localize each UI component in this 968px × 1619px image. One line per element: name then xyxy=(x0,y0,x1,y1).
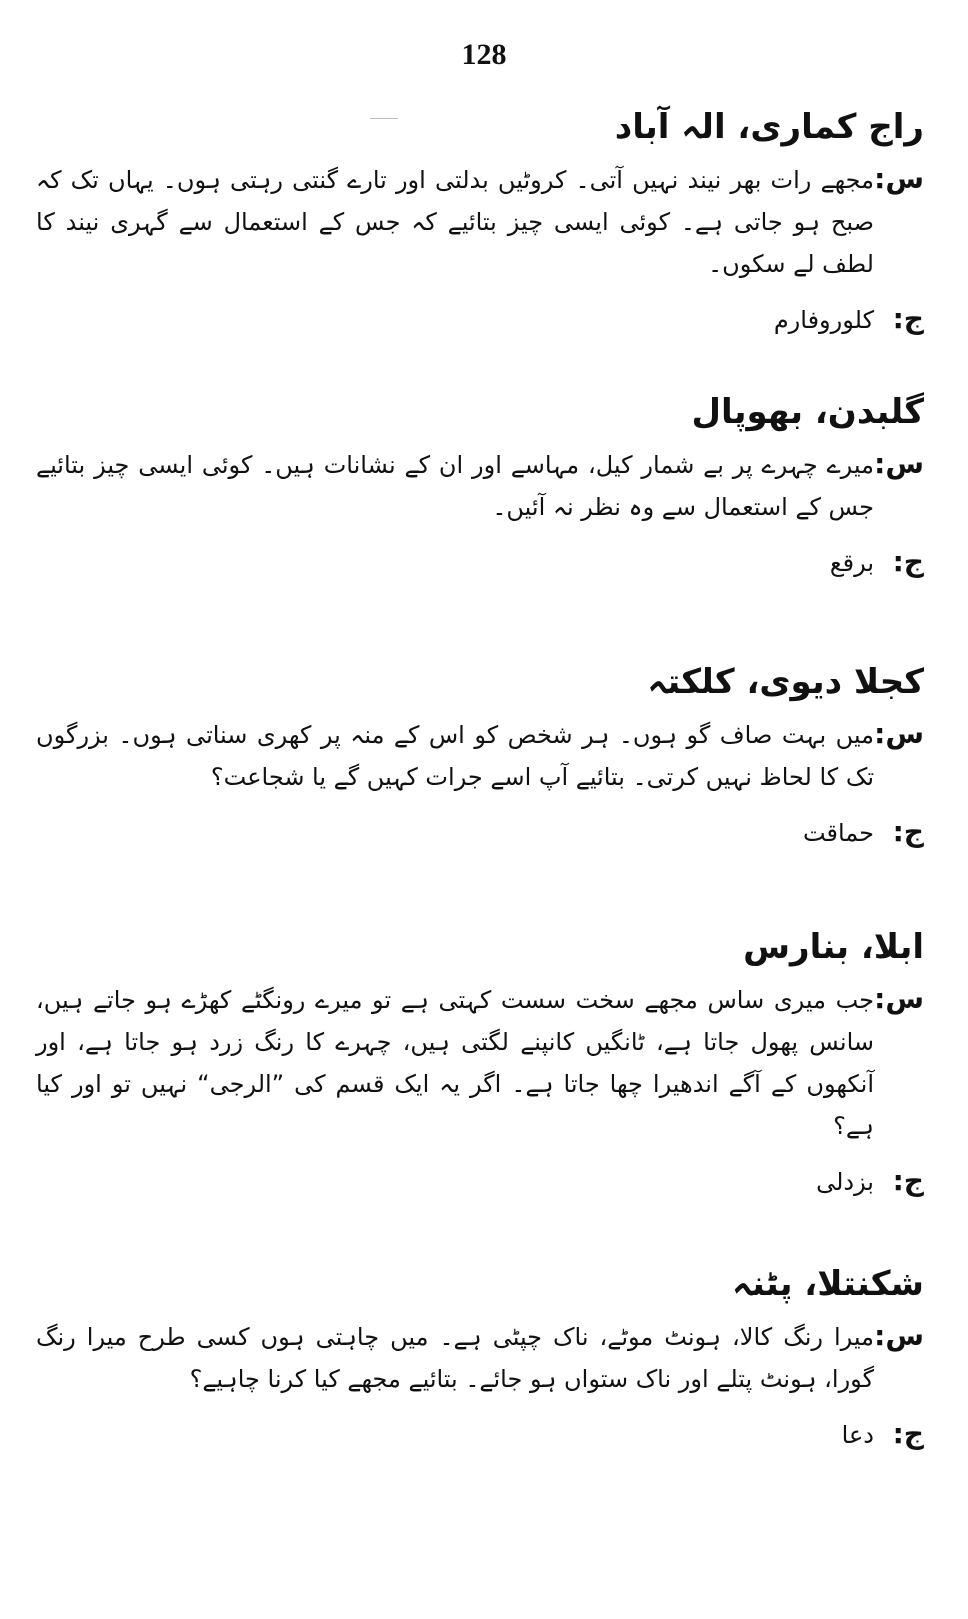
answer-row xyxy=(36,1161,924,1203)
page-number: 128 xyxy=(461,38,507,71)
entry-name: کجلا دیوی، کلکتہ xyxy=(647,662,924,702)
question-marker: س: xyxy=(874,982,924,1015)
answer-text: دعا xyxy=(841,1421,874,1449)
answer-text: بزدلی xyxy=(816,1168,874,1196)
answer-row xyxy=(36,542,924,584)
question-marker: س: xyxy=(874,1319,924,1352)
answer-text: کلوروفارم xyxy=(773,306,874,334)
entry-name: راج کماری، الہ آباد xyxy=(614,107,924,147)
entry-3 xyxy=(36,660,924,854)
question-marker: س: xyxy=(874,447,924,480)
entry-name: ابلا، بنارس xyxy=(743,927,924,967)
answer-marker: ج: xyxy=(892,815,924,848)
question-text: جب میری ساس مجھے سخت سست کہتی ہے تو میرے رونگٹے کھڑے ہو جاتے ہیں، سانس پھول جاتا ہے، ٹانگیں کانپنے لگتی ہیں، چہرے کا رنگ زرد ہو جاتا ہے، اور آنکھوں کے آگے اندھیرا چھا جاتا ہے۔ اگر یہ ایک قسم کی ”الرجی“ نہیں تو اور کیا ہے؟ xyxy=(36,986,874,1140)
question-text: میں بہت صاف گو ہوں۔ ہر شخص کو اس کے منہ پر کھری سناتی ہوں۔ بزرگوں تک کا لحاظ نہیں کرتی۔ بتائیے آپ اسے جرات کہیں گے یا شجاعت؟ xyxy=(36,721,874,791)
question-row xyxy=(36,1316,924,1400)
answer-text: برقع xyxy=(829,549,874,577)
question-row xyxy=(36,159,924,285)
question-marker: س: xyxy=(874,717,924,750)
entry-1 xyxy=(36,105,924,341)
answer-marker: ج: xyxy=(892,1164,924,1197)
answer-row xyxy=(36,299,924,341)
question-row xyxy=(36,444,924,528)
entry-name: گلبدن، بھوپال xyxy=(691,392,924,432)
question-marker: س: xyxy=(874,162,924,195)
entry-5 xyxy=(36,1262,924,1456)
answer-marker: ج: xyxy=(892,302,924,335)
answer-row xyxy=(36,812,924,854)
question-text: میرے چہرے پر بے شمار کیل، مہاسے اور ان کے نشانات ہیں۔ کوئی ایسی چیز بتائیے جس کے استعمال سے وہ نظر نہ آئیں۔ xyxy=(36,451,874,521)
answer-marker: ج: xyxy=(892,1417,924,1450)
answer-marker: ج: xyxy=(892,545,924,578)
question-text: مجھے رات بھر نیند نہیں آتی۔ کروٹیں بدلتی اور تارے گنتی رہتی ہوں۔ یہاں تک کہ صبح ہو جاتی ہے۔ کوئی ایسی چیز بتائیے کہ جس کے استعمال سے گہری نیند کا لطف لے سکوں۔ xyxy=(36,166,874,278)
entry-name: شکنتلا، پٹنہ xyxy=(732,1264,924,1304)
question-row xyxy=(36,979,924,1147)
entry-2 xyxy=(36,390,924,584)
answer-row xyxy=(36,1414,924,1456)
question-row xyxy=(36,714,924,798)
entry-4 xyxy=(36,925,924,1203)
answer-text: حماقت xyxy=(802,819,874,847)
question-text: میرا رنگ کالا، ہونٹ موٹے، ناک چپٹی ہے۔ میں چاہتی ہوں کسی طرح میرا رنگ گورا، ہونٹ پتلے اور ناک ستواں ہو جائے۔ بتائیے مجھے کیا کرنا چاہیے؟ xyxy=(36,1323,874,1393)
